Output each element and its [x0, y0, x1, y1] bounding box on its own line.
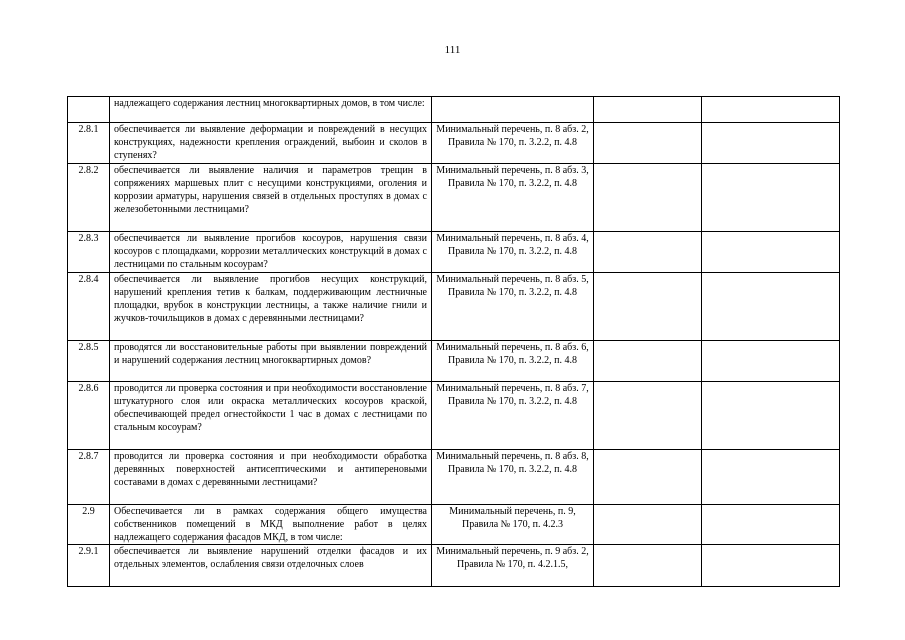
- row-number: 2.8.7: [68, 450, 110, 505]
- row-question: обеспечивается ли выявление прогибов косоуров, нарушения связи косоуров с площадками, коррозии металлических конструкций в домах с лестницами по стальным косоурам?: [110, 232, 432, 273]
- row-answer-cell: [594, 273, 702, 341]
- row-answer-cell: [594, 545, 702, 587]
- table-row: [68, 505, 840, 545]
- row-question: Обеспечивается ли в рамках содержания общего имущества собственников помещений в МКД выполнение работ в целях надлежащего содержания фасадов МКД, в том числе:: [110, 505, 432, 545]
- row-answer-cell: [594, 450, 702, 505]
- row-answer-cell: [594, 164, 702, 232]
- table-row: [68, 232, 840, 273]
- row-reference: Минимальный перечень, п. 8 абз. 5, Правила № 170, п. 3.2.2, п. 4.8: [432, 273, 594, 341]
- row-reference: Минимальный перечень, п. 9, Правила № 170, п. 4.2.3: [432, 505, 594, 545]
- row-note-cell: [702, 341, 840, 382]
- row-number: 2.8.2: [68, 164, 110, 232]
- row-reference: [432, 97, 594, 123]
- row-reference: Минимальный перечень, п. 8 абз. 6, Правила № 170, п. 3.2.2, п. 4.8: [432, 341, 594, 382]
- table-row: [68, 123, 840, 164]
- table-row: [68, 382, 840, 450]
- row-note-cell: [702, 97, 840, 123]
- row-answer-cell: [594, 232, 702, 273]
- row-answer-cell: [594, 382, 702, 450]
- row-number: 2.8.5: [68, 341, 110, 382]
- row-question: обеспечивается ли выявление прогибов несущих конструкций, нарушений крепления тетив к балкам, поддерживающим лестничные площадки, врубок в конструкции лестницы, а также наличие гнили и жучков-точильщиков в домах с деревянными лестницами?: [110, 273, 432, 341]
- row-question: проводится ли проверка состояния и при необходимости обработка деревянных поверхностей антисептическими и антипереновыми составами в домах с деревянными лестницами?: [110, 450, 432, 505]
- row-answer-cell: [594, 97, 702, 123]
- row-answer-cell: [594, 341, 702, 382]
- row-note-cell: [702, 273, 840, 341]
- table-row: [68, 273, 840, 341]
- row-note-cell: [702, 545, 840, 587]
- row-number: 2.8.4: [68, 273, 110, 341]
- row-question: обеспечивается ли выявление деформации и повреждений в несущих конструкциях, надежности крепления ограждений, выбоин и сколов в ступенях?: [110, 123, 432, 164]
- table-row: [68, 450, 840, 505]
- row-note-cell: [702, 164, 840, 232]
- row-number: 2.8.3: [68, 232, 110, 273]
- row-question: надлежащего содержания лестниц многоквартирных домов, в том числе:: [110, 97, 432, 123]
- row-question: обеспечивается ли выявление наличия и параметров трещин в сопряжениях маршевых плит с несущими конструкциями, оголения и коррозии арматуры, нарушения связей в отдельных проступях в домах с железобетонными лестницами?: [110, 164, 432, 232]
- row-number: 2.8.6: [68, 382, 110, 450]
- row-reference: Минимальный перечень, п. 8 абз. 4, Правила № 170, п. 3.2.2, п. 4.8: [432, 232, 594, 273]
- table-row: [68, 341, 840, 382]
- row-answer-cell: [594, 123, 702, 164]
- row-number: 2.9.1: [68, 545, 110, 587]
- row-question: проводятся ли восстановительные работы при выявлении повреждений и нарушений содержания лестниц многоквартирных домов?: [110, 341, 432, 382]
- row-number: [68, 97, 110, 123]
- row-note-cell: [702, 232, 840, 273]
- row-reference: Минимальный перечень, п. 8 абз. 8, Правила № 170, п. 3.2.2, п. 4.8: [432, 450, 594, 505]
- row-reference: Минимальный перечень, п. 8 абз. 7, Правила № 170, п. 3.2.2, п. 4.8: [432, 382, 594, 450]
- table-body: [68, 97, 840, 587]
- row-note-cell: [702, 382, 840, 450]
- row-reference: Минимальный перечень, п. 9 абз. 2, Правила № 170, п. 4.2.1.5,: [432, 545, 594, 587]
- row-question: обеспечивается ли выявление нарушений отделки фасадов и их отдельных элементов, ослабления связи отделочных слоев: [110, 545, 432, 587]
- row-number: 2.9: [68, 505, 110, 545]
- table-row: [68, 97, 840, 123]
- row-number: 2.8.1: [68, 123, 110, 164]
- table-row: [68, 545, 840, 587]
- page-number: 111: [444, 44, 461, 56]
- checklist-table: [67, 96, 840, 587]
- row-question: проводится ли проверка состояния и при необходимости восстановление штукатурного слоя или окраска металлических косоуров краской, обеспечивающей предел огнестойкости 1 час в домах с лестницами по стальным косоурам?: [110, 382, 432, 450]
- row-reference: Минимальный перечень, п. 8 абз. 3, Правила № 170, п. 3.2.2, п. 4.8: [432, 164, 594, 232]
- row-note-cell: [702, 505, 840, 545]
- row-note-cell: [702, 123, 840, 164]
- row-answer-cell: [594, 505, 702, 545]
- row-note-cell: [702, 450, 840, 505]
- row-reference: Минимальный перечень, п. 8 абз. 2, Правила № 170, п. 3.2.2, п. 4.8: [432, 123, 594, 164]
- table-row: [68, 164, 840, 232]
